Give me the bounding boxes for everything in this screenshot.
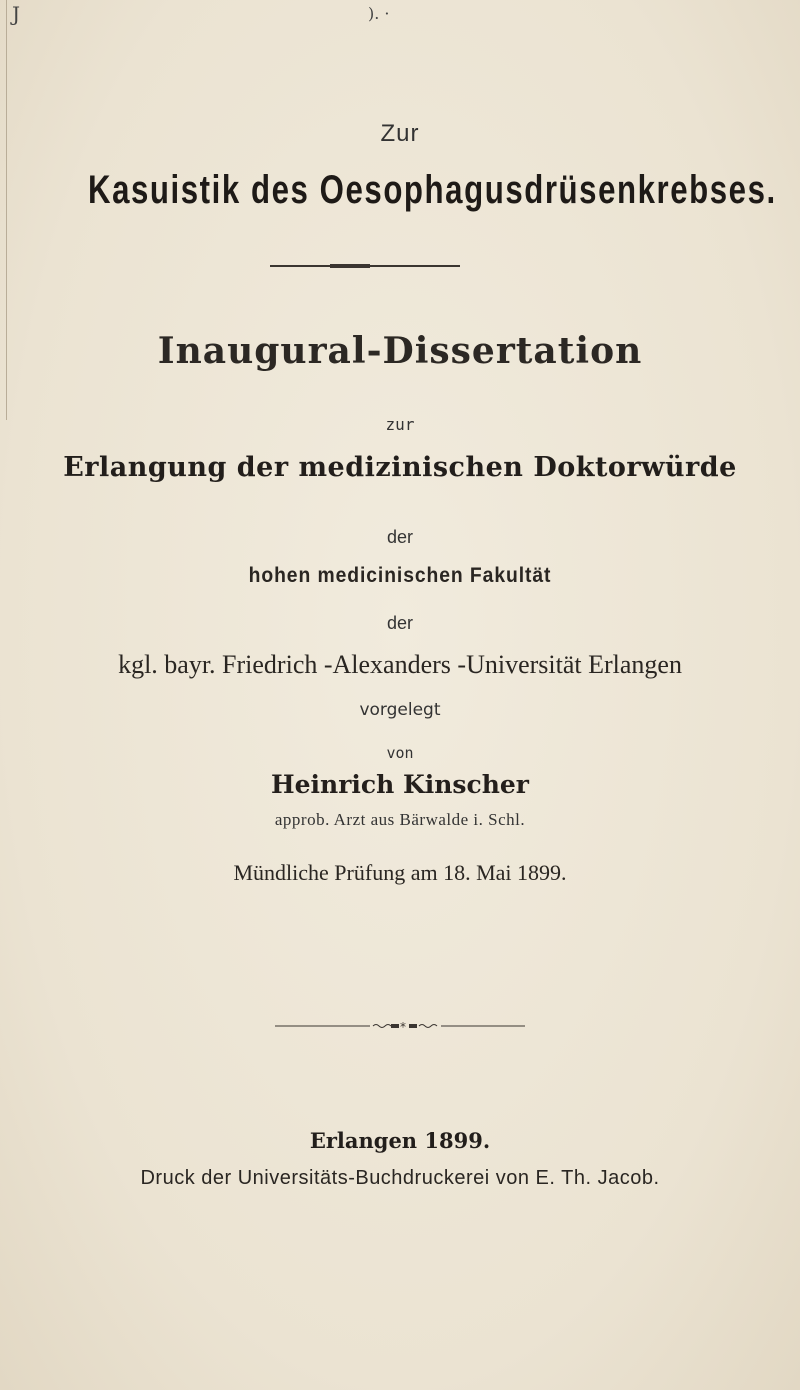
svg-text:*: * — [400, 1020, 406, 1032]
page-title: Kasuistik des Oesophagusdrüsenkrebses. — [88, 168, 777, 212]
submitted-label: vorgelegt — [359, 700, 441, 720]
imprint-printer: Druck der Universitäts-Buchdruckerei von E. Th. Jacob. — [140, 1167, 660, 1189]
dissertation-heading: Inaugural-Dissertation — [157, 330, 643, 372]
university-name: kgl. bayr. Friedrich -Alexanders -Universität Erlangen — [118, 650, 682, 679]
imprint-place-year: Erlangen 1899. — [309, 1128, 491, 1153]
dissertation-purpose: Erlangung der medizinischen Doktorwürde — [63, 452, 737, 483]
zur-label: zur — [385, 415, 415, 434]
von-label: von — [386, 744, 414, 762]
faculty-name: hohen medicinischen Fakultät — [248, 564, 552, 587]
corner-mark-center: ). · — [368, 4, 390, 23]
author-description: approb. Arzt aus Bärwalde i. Schl. — [274, 810, 526, 829]
title-prefix: Zur — [380, 120, 420, 147]
corner-mark-left: J — [12, 2, 21, 26]
der-label-2: der — [386, 613, 413, 633]
exam-date: Mündliche Prüfung am 18. Mai 1899. — [233, 860, 567, 885]
title-divider — [270, 265, 460, 267]
author-name: Heinrich Kinscher — [271, 770, 529, 799]
ornament-divider — [275, 1020, 525, 1032]
der-label-1: der — [386, 527, 413, 547]
